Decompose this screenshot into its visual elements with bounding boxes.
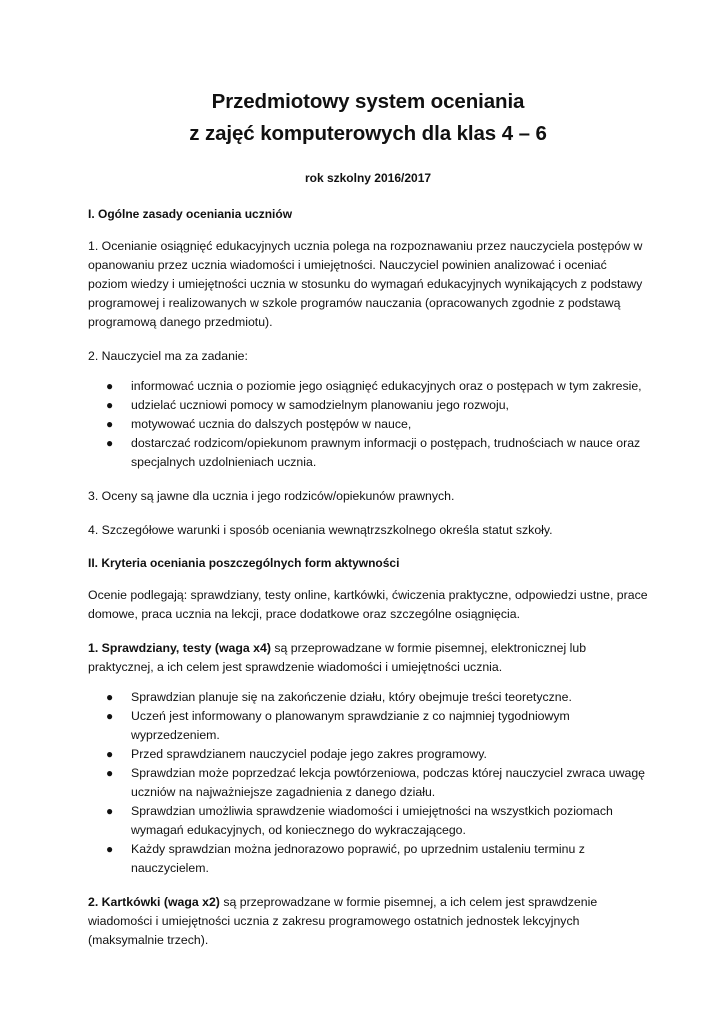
list-item: ● Sprawdzian może poprzedzać lekcja powtórzeniowa, podczas której nauczyciel zwraca uwagę uczniów na najważniejsze zagadnienia z danego działu. xyxy=(106,766,645,799)
list-item: ● motywować ucznia do dalszych postępów w nauce, xyxy=(88,415,648,434)
document-title xyxy=(88,86,648,150)
section-1-paragraph-3: 3. Oceny są jawne dla ucznia i jego rodziców/opiekunów prawnych. xyxy=(88,489,455,503)
list-item: ● Sprawdzian umożliwia sprawdzenie wiadomości i umiejętności na wszystkich poziomach wymagań edukacyjnych, od koniecznego do wykraczającego. xyxy=(106,804,613,837)
list-item: ● Przed sprawdzianem nauczyciel podaje jego zakres programowy. xyxy=(88,745,648,764)
section-1-paragraph-2: 2. Nauczyciel ma za zadanie: xyxy=(88,349,248,363)
section-1-heading: I. Ogólne zasady oceniania uczniów xyxy=(88,207,293,221)
title-line-2: z zajęć komputerowych dla klas 4 – 6 xyxy=(189,122,547,145)
bullet-icon: ● xyxy=(106,842,114,856)
item-1-title: 1. Sprawdziany, testy (waga x4) xyxy=(88,641,271,655)
bullet-icon: ● xyxy=(106,766,114,780)
list-item: ● udzielać uczniowi pomocy w samodzielnym planowaniu jego rozwoju, xyxy=(88,396,648,415)
bullet-icon: ● xyxy=(106,690,114,704)
list-item: ● informować ucznia o poziomie jego osiągnięć edukacyjnych oraz o postępach w tym zakresie, xyxy=(88,377,648,396)
section-2-intro: Ocenie podlegają: sprawdziany, testy online, kartkówki, ćwiczenia praktyczne, odpowiedzi ustne, prace domowe, praca ucznia na lekcji, prace dodatkowe oraz szczególne osiągnięcia. xyxy=(88,588,648,621)
bullet-icon: ● xyxy=(106,804,114,818)
bullet-icon: ● xyxy=(106,747,114,761)
list-item: ● Każdy sprawdzian można jednorazowo poprawić, po uprzednim ustaleniu terminu z nauczycielem. xyxy=(106,842,585,875)
section-1-paragraph-4: 4. Szczegółowe warunki i sposób oceniania wewnątrzszkolnego określa statut szkoły. xyxy=(88,523,553,537)
item-2-title: 2. Kartkówki (waga x2) xyxy=(88,895,220,909)
teacher-tasks-list xyxy=(88,377,648,472)
tests-rules-list xyxy=(88,688,648,878)
bullet-icon: ● xyxy=(106,709,114,723)
bullet-icon: ● xyxy=(106,379,114,393)
bullet-icon: ● xyxy=(106,398,114,412)
section-2-heading: II. Kryteria oceniania poszczególnych form aktywności xyxy=(88,556,400,570)
section-2-item-2: 2. Kartkówki (waga x2) są przeprowadzane w formie pisemnej, a ich celem jest sprawdzenie wiadomości i umiejętności ucznia z zakresu programowego ostatnich jednostek lekcyjnych (maksymalnie trzech). xyxy=(88,895,598,947)
bullet-icon: ● xyxy=(106,436,114,450)
list-item: ● Sprawdzian planuje się na zakończenie działu, który obejmuje treści teoretyczne. xyxy=(88,688,648,707)
document-page xyxy=(88,86,648,950)
list-item: ● Uczeń jest informowany o planowanym sprawdzianie z co najmniej tygodniowym wyprzedzeniem. xyxy=(106,709,570,742)
section-2-item-1: 1. Sprawdziany, testy (waga x4) są przeprowadzane w formie pisemnej, elektronicznej lub praktycznej, a ich celem jest sprawdzenie wiadomości i umiejętności ucznia. xyxy=(88,641,587,674)
title-line-1: Przedmiotowy system oceniania xyxy=(211,90,525,113)
bullet-icon: ● xyxy=(106,417,114,431)
section-1-paragraph-1: 1. Ocenianie osiągnięć edukacyjnych ucznia polega na rozpoznawaniu przez nauczyciela postępów w opanowaniu przez ucznia wiadomości i umiejętności. Nauczyciel powinien analizować i oceniać poziom wiedzy i umiejętności ucznia w stosunku do wymagań edukacyjnych wynikających z podstawy programowej i realizowanych w szkole programów nauczania (opracowanych zgodnie z podstawą programową danego przedmiotu). xyxy=(88,239,643,329)
school-year: rok szkolny 2016/2017 xyxy=(304,171,432,185)
list-item: ● dostarczać rodzicom/opiekunom prawnym informacji o postępach, trudnościach w nauce oraz specjalnych uzdolnieniach ucznia. xyxy=(106,436,641,469)
